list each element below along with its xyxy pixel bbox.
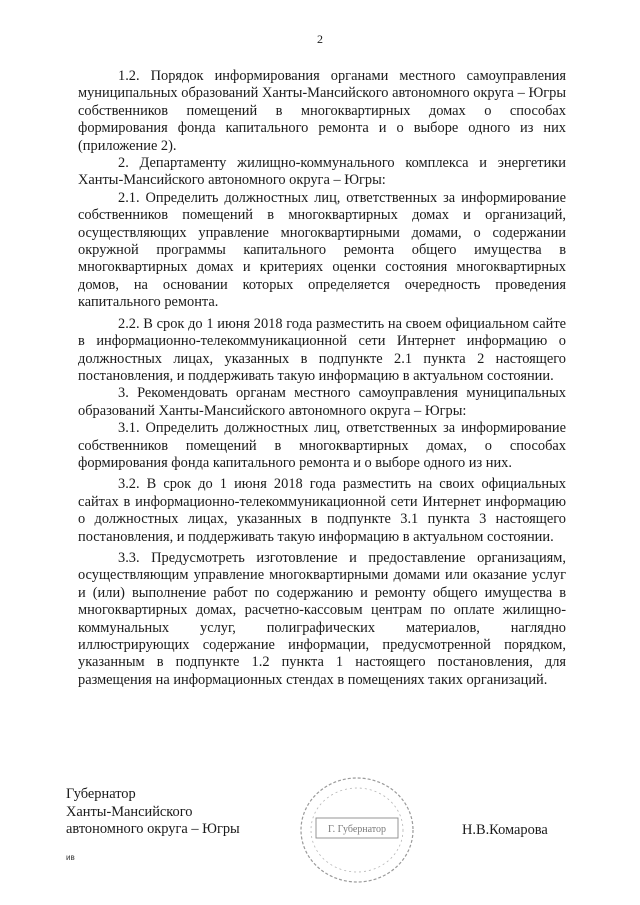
signer-title-line-1: Губернатор: [66, 786, 136, 802]
paragraph-3-1: 3.1. Определить должностных лиц, ответственных за информирование собственников помещений в многоквартирных домах, о способах формирования фонда капитального ремонта и о выборе одного из них.: [78, 420, 566, 471]
stamp-seal-icon: [292, 770, 422, 890]
page-number: 2: [317, 32, 323, 46]
svg-text:Г. Губернатор: Г. Губернатор: [327, 824, 387, 835]
paragraph-2-1: 2.1. Определить должностных лиц, ответственных за информирование собственников помещений в многоквартирных домах и организаций, осуществляющих управление многоквартирными домами, о содержании окружной программы капитального ремонта общего имущества в многоквартирных домах и критериях оценки состояния многоквартирных домов, на основании которых определяется очередность проведения капитального ремонта.: [78, 189, 566, 311]
paragraph-2-2: 2.2. В срок до 1 июня 2018 года разместить на своем официальном сайте в информационно-телекоммуникационной сети Интернет информацию о должностных лицах, указанных в подпункте 2.1 пункта 2 настоящего постановления, и поддерживать такую информацию в актуальном состоянии.: [78, 315, 566, 384]
paragraph-3-3: 3.3. Предусмотреть изготовление и предоставление организациям, осуществляющим управление многоквартирными домами или оказание услуг и (или) выполнение работ по содержанию и ремонту общего имущества в многоквартирных домах, расчетно-кассовым центрам по оплате жилищно-коммунальных услуг, полиграфических материалов, наглядно иллюстрирующих содержание информации, предусмотренной порядком, указанным в подпункте 1.2 пункта 1 настоящего постановления, для размещения на информационных стендах в помещениях таких организаций.: [78, 549, 566, 688]
signer-title-line-3: автономного округа – Югры: [66, 821, 240, 837]
document-body: [78, 68, 566, 689]
paragraph-3-2: 3.2. В срок до 1 июня 2018 года разместить на своих официальных сайтах в информационно-телекоммуникационной сети Интернет информацию о должностных лицах, указанных в подпункте 3.1 пункта 3 настоящего постановления, и поддерживать такую информацию в актуальном состоянии.: [78, 476, 566, 545]
signature-block: [66, 786, 240, 839]
document-code: ив: [66, 853, 75, 862]
paragraph-2: 2. Департаменту жилищно-коммунального комплекса и энергетики Ханты-Мансийского автономного округа – Югры:: [78, 155, 566, 189]
paragraph-1-2: 1.2. Порядок информирования органами местного самоуправления муниципальных образований Ханты-Мансийского автономного округа – Югры собственников помещений в многоквартирных домах о способах формирования фонда капитального ремонта и о выборе одного из них (приложение 2).: [78, 68, 566, 154]
official-stamp: [292, 770, 422, 890]
signer-name: Н.В.Комарова: [462, 822, 548, 838]
signer-title-line-2: Ханты-Мансийского: [66, 803, 193, 820]
paragraph-3: 3. Рекомендовать органам местного самоуправления муниципальных образований Ханты-Мансийского автономного округа – Югры:: [78, 385, 566, 419]
